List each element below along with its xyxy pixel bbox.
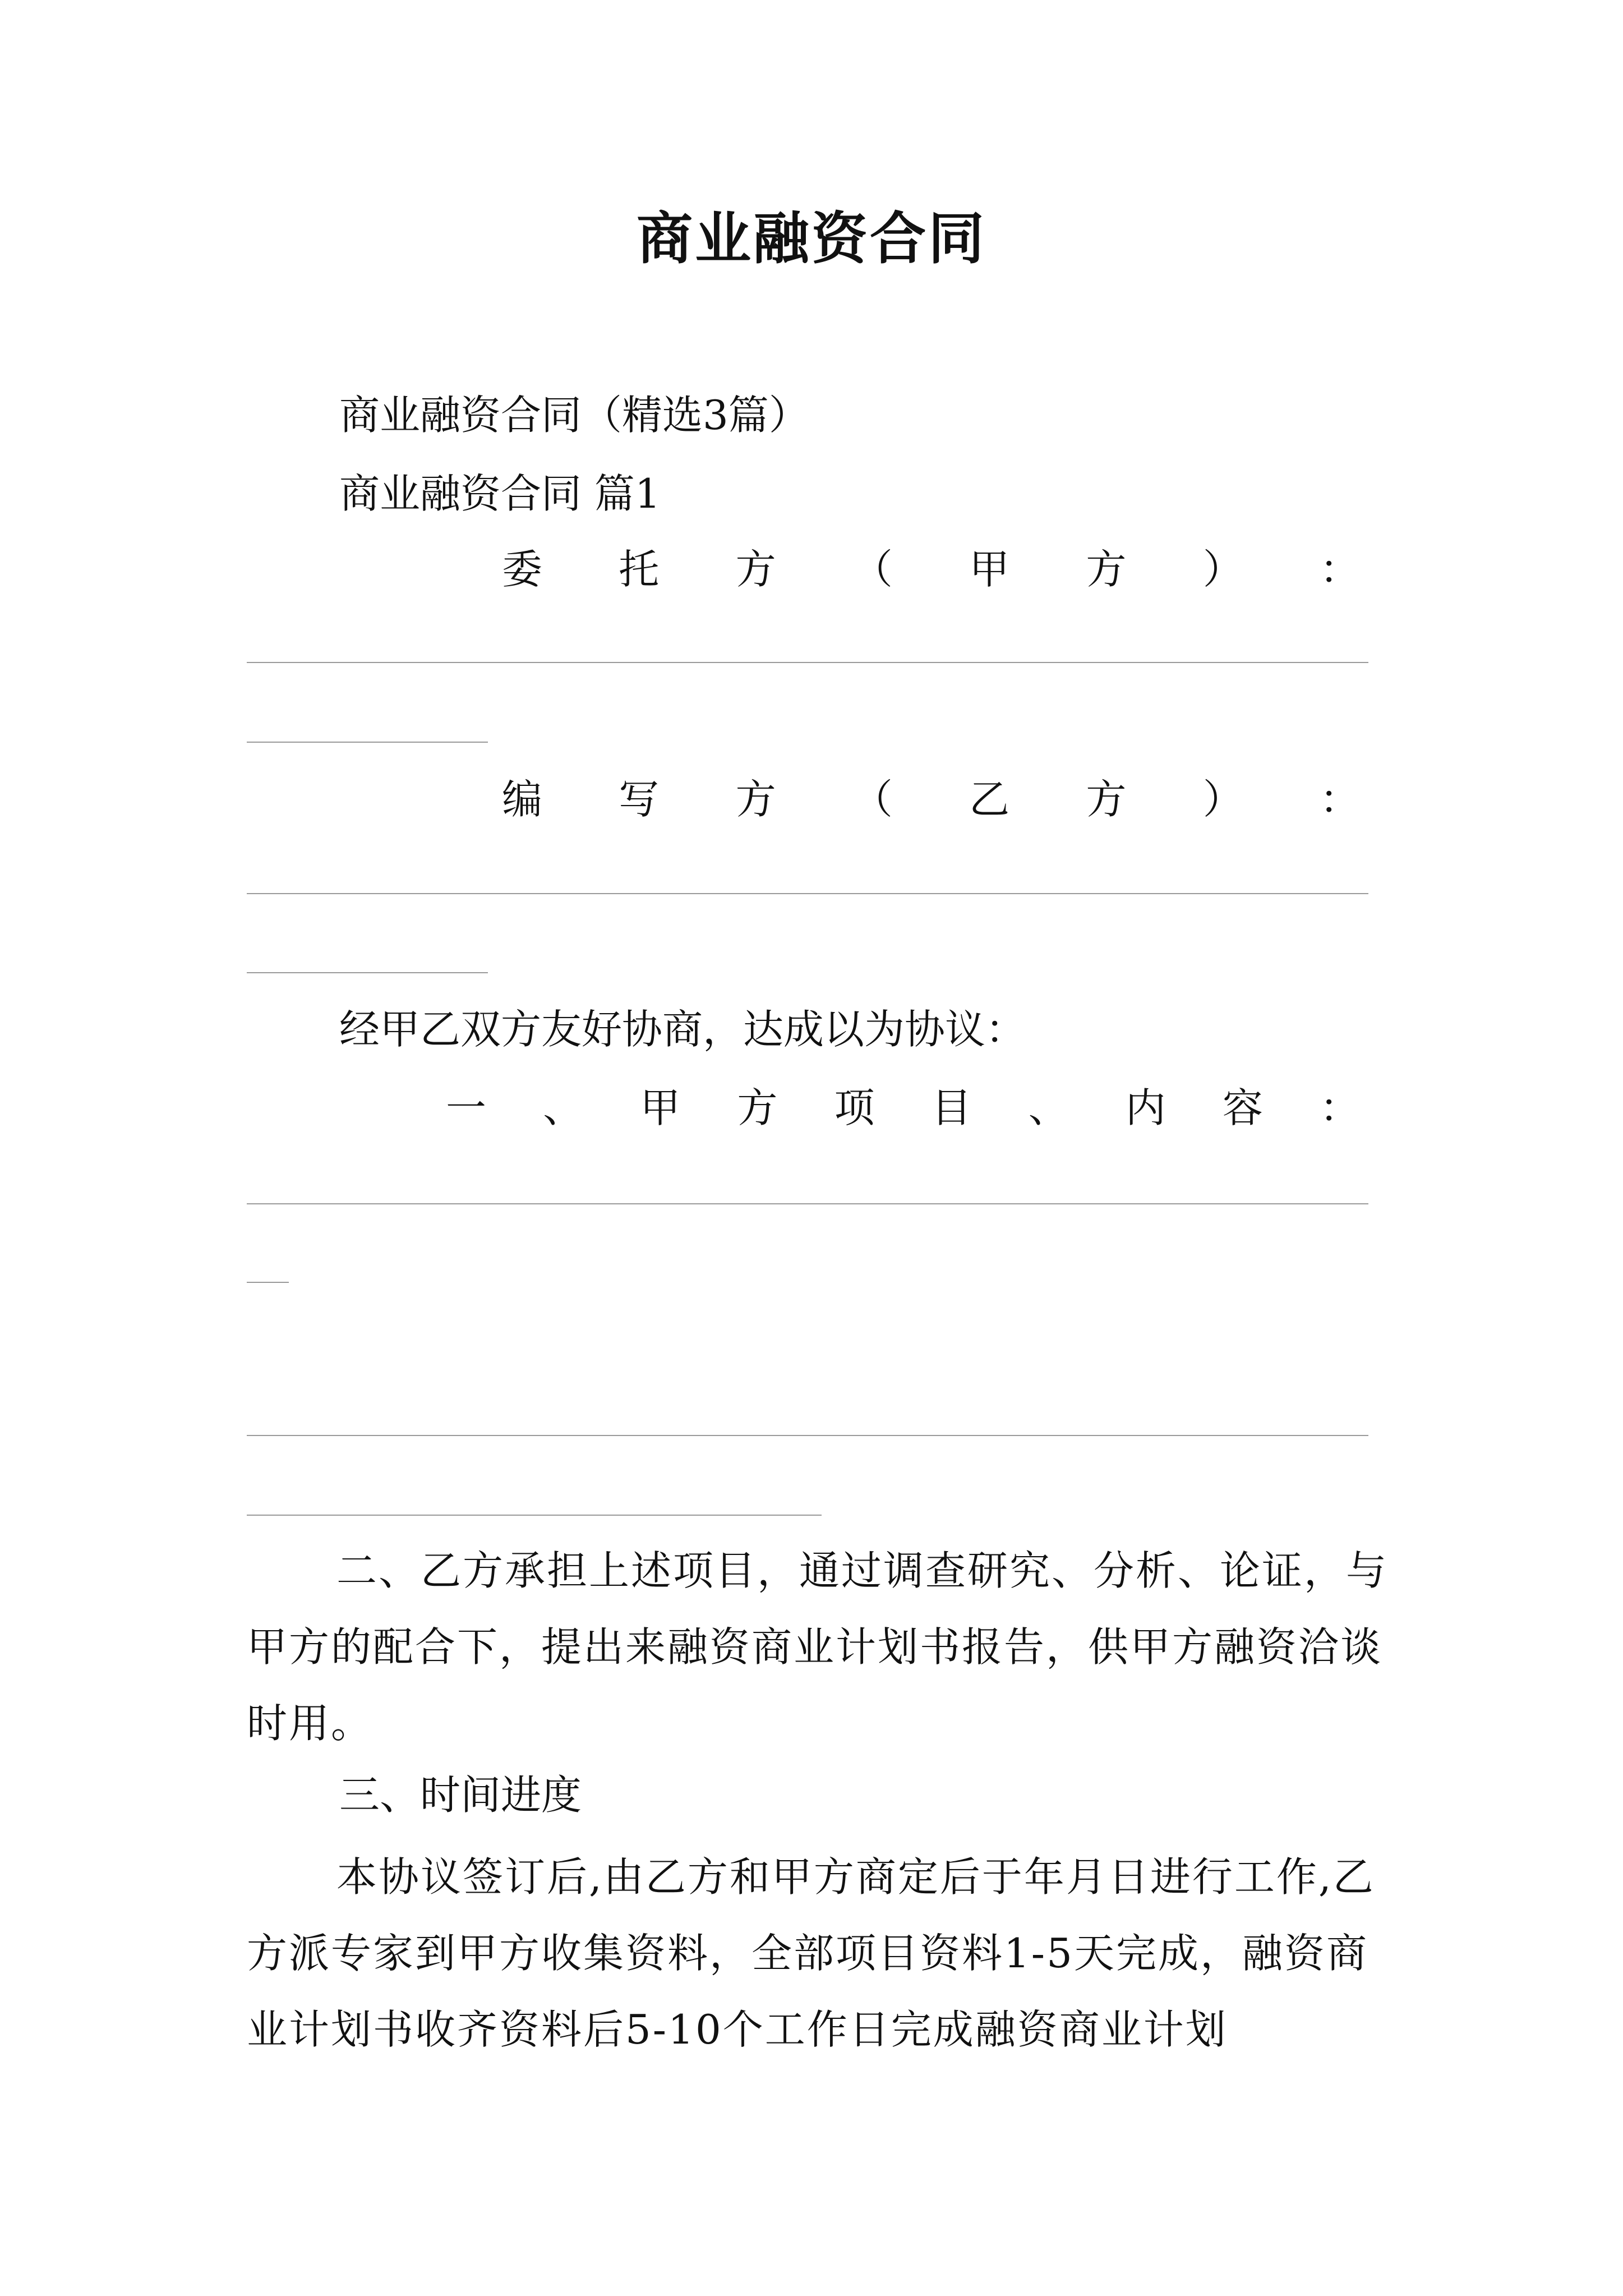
party-a-char: （ [852, 546, 893, 593]
party-a-char: 甲 [969, 546, 1010, 593]
item-three-heading: 三、时间进度 [339, 1772, 582, 1819]
party-b-char: ： [1319, 776, 1360, 823]
party-a-char: ： [1319, 546, 1360, 593]
item-one-fill-line [247, 1203, 1368, 1204]
item-two-paragraph [247, 1533, 1391, 1761]
document-subtitle: 商业融资合同（精选3篇） [339, 392, 809, 439]
party-a-label [502, 541, 1360, 597]
item-one-char: 、 [1028, 1084, 1069, 1131]
party-b-char: 写 [619, 776, 660, 823]
party-b-char: （ [852, 776, 893, 823]
document-title: 商业融资合同 [637, 205, 986, 272]
party-a-fill-line [247, 662, 1368, 663]
item-one-char: 甲 [640, 1084, 681, 1131]
party-a-char: 委 [502, 546, 543, 593]
item-one-char: 一 [446, 1084, 487, 1131]
item-one-char: 方 [737, 1084, 778, 1131]
item-three-text: 本协议签订后,由乙方和甲方商定后于年月日进行工作,乙方派专家到甲方收集资料，全部项目资料1-5天完成，融资商业计划书收齐资料后5-10个工作日完成融资商业计划 [247, 1853, 1375, 2053]
section-title: 商业融资合同 篇1 [339, 470, 661, 517]
party-b-char: ） [1202, 776, 1243, 823]
item-one-fill-line-2-short [247, 1515, 822, 1516]
party-a-char: 方 [735, 546, 776, 593]
party-b-fill-line [247, 893, 1368, 894]
party-b-char: 乙 [969, 776, 1010, 823]
party-a-char: ） [1202, 546, 1243, 593]
item-one-char: 、 [543, 1084, 584, 1131]
party-b-char: 方 [735, 776, 776, 823]
party-a-fill-line-short [247, 742, 488, 743]
item-one-label [446, 1080, 1360, 1136]
party-b-char: 方 [1086, 776, 1127, 823]
item-one-char: 目 [931, 1084, 972, 1131]
item-one-char: 内 [1125, 1084, 1166, 1131]
party-b-fill-line-short [247, 972, 488, 973]
item-one-char: ： [1319, 1084, 1360, 1131]
item-one-fill-line-2 [247, 1435, 1368, 1436]
agreement-intro: 经甲乙双方友好协商，达成以为协议： [339, 1006, 1026, 1053]
party-a-char: 方 [1086, 546, 1127, 593]
item-two-text: 二、乙方承担上述项目，通过调查研究、分析、论证，与甲方的配合下，提出来融资商业计划书报告，供甲方融资洽谈时用。 [247, 1547, 1389, 1747]
party-a-char: 托 [619, 546, 660, 593]
party-b-char: 编 [502, 776, 543, 823]
item-three-paragraph [247, 1839, 1391, 2068]
item-one-char: 项 [834, 1084, 875, 1131]
party-b-label [502, 771, 1360, 827]
item-one-fill-line-short [247, 1282, 289, 1283]
item-one-char: 容 [1222, 1084, 1263, 1131]
